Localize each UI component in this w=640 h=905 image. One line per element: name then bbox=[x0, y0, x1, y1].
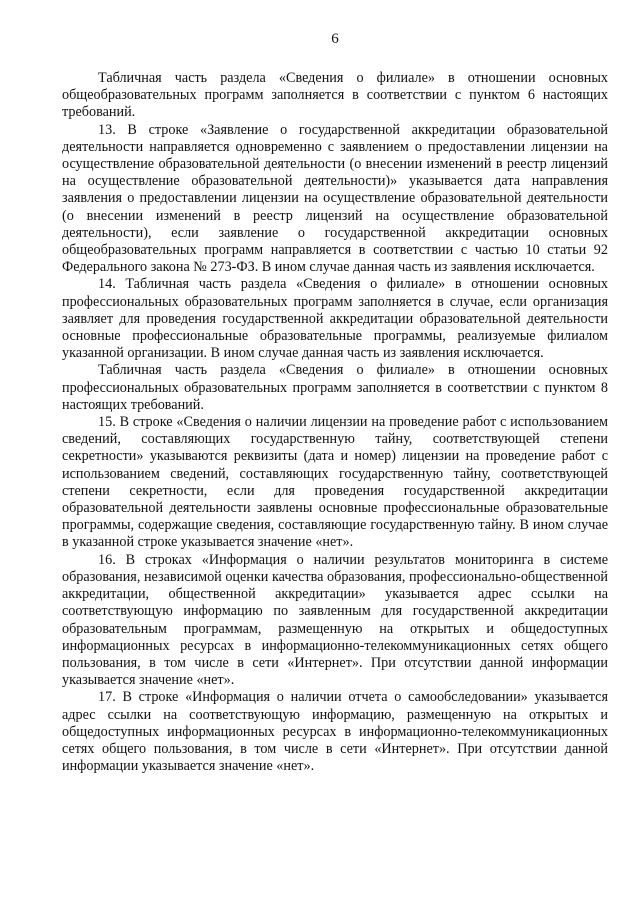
page-number: 6 bbox=[331, 31, 339, 47]
paragraph-item-13: 13. В строке «Заявление о государственной аккредитации образовательной деятельности направляется одновременно с заявлением о предоставлении лицензии на осуществление образовательной деятельности (о внесении изменений в реестр лицензий на осуществление образовательной деятельности)» указывается дата направления заявления о предоставлении лицензии на осуществление образовательной деятельности (о внесении изменений в реестр лицензий на осуществление образовательной деятельности), если заявление о государственной аккредитации основных общеобразовательных программ направляется в соответствии с частью 10 статьи 92 Федерального закона № 273-ФЗ. В ином случае данная часть из заявления исключается. bbox=[62, 121, 608, 276]
paragraph-item-14: 14. Табличная часть раздела «Сведения о филиале» в отношении основных профессиональных образовательных программ заполняется в случае, если организация заявляет для проведения государственной аккредитации образовательной деятельности основные профессиональные образовательные программы, реализуемые филиалом указанной организации. В ином случае данная часть из заявления исключается. bbox=[62, 276, 608, 362]
document-page bbox=[62, 30, 608, 775]
paragraph-item-16: 16. В строках «Информация о наличии результатов мониторинга в системе образования, независимой оценки качества образования, профессионально-общественной аккредитации, общественной аккредитации» указывается адрес ссылки на соответствующую информацию по заявленным для государственной аккредитации образовательным программам, размещенную на открытых и общедоступных информационных ресурсах в информационно-телекоммуникационных сетях общего пользования, в том числе в сети «Интернет». При отсутствии данной информации указывается значение «нет». bbox=[62, 551, 608, 689]
paragraph-branch-professional-programs: Табличная часть раздела «Сведения о филиале» в отношении основных профессиональных образовательных программ заполняется в соответствии с пунктом 8 настоящих требований. bbox=[62, 362, 608, 413]
paragraph-branch-general-programs: Табличная часть раздела «Сведения о филиале» в отношении основных общеобразовательных программ заполняется в соответствии с пунктом 6 настоящих требований. bbox=[62, 70, 608, 121]
paragraph-item-15: 15. В строке «Сведения о наличии лицензии на проведение работ с использованием сведений, составляющих государственную тайну, соответствующей степени секретности» указываются реквизиты (дата и номер) лицензии на проведение работ с использованием сведений, составляющих государственную тайну, соответствующей степени секретности, если для проведения государственной аккредитации образовательной деятельности заявлены основные профессиональные образовательные программы, содержащие сведения, составляющие государственную тайну. В ином случае в указанной строке указывается значение «нет». bbox=[62, 414, 608, 551]
paragraph-item-17: 17. В строке «Информация о наличии отчета о самообследовании» указывается адрес ссылки на соответствующую информацию, размещенную на открытых и общедоступных информационных ресурсах в информационно-телекоммуникационных сетях общего пользования, в том числе в сети «Интернет». При отсутствии данной информации указывается значение «нет». bbox=[62, 689, 608, 775]
